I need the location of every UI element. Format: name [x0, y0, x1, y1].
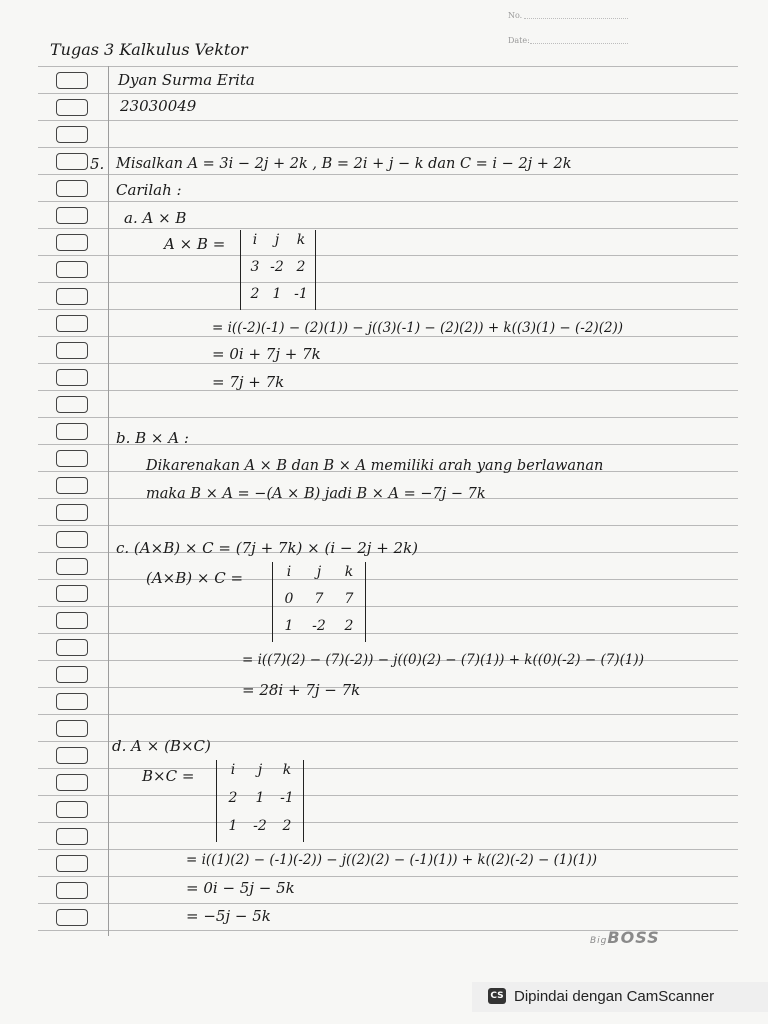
det-c-cell: i [286, 564, 292, 580]
part-c-step-1: = i((7)(2) − (7)(-2)) − j((0)(2) − (7)(1)) + k((0)(-2) − (7)(1)) [242, 652, 644, 668]
det-d-cell: 2 [282, 818, 292, 834]
part-c-label: c. (A×B) × C = (7j + 7k) × (i − 2j + 2k) [116, 539, 419, 557]
camscanner-logo-icon: CS [488, 988, 506, 1004]
problem-number: 5. [90, 155, 105, 173]
det-c-cell: k [344, 564, 354, 580]
no-label: No. [508, 11, 523, 20]
det-d-cell: -1 [280, 790, 294, 806]
det-c-cell: 1 [284, 618, 294, 634]
part-d-step-2: = 0i − 5j − 5k [186, 879, 295, 897]
part-b-label: b. B × A : [116, 429, 189, 447]
det-c-cell: j [316, 564, 322, 580]
part-c-step-2: = 28i + 7j − 7k [242, 681, 361, 699]
det-d-cell: 2 [228, 790, 238, 806]
det-c-cell: 0 [284, 591, 294, 607]
det-a-cell: k [296, 232, 306, 248]
part-a-step-2: = 0i + 7j + 7k [212, 345, 321, 363]
det-a-cell: 2 [296, 259, 306, 275]
part-c-lhs: (A×B) × C = [146, 569, 244, 587]
part-a-step-3: = 7j + 7k [212, 373, 285, 391]
margin-line [108, 66, 109, 936]
part-b-line-2: maka B × A = −(A × B) jadi B × A = −7j − 7k [146, 486, 486, 502]
det-d-cell: i [230, 762, 236, 778]
part-d-step-1: = i((1)(2) − (-1)(-2)) − j((2)(2) − (-1)(1)) + k((2)(-2) − (1)(1)) [186, 852, 598, 868]
det-d-cell: 1 [228, 818, 238, 834]
det-c-cell: 7 [344, 591, 354, 607]
det-a-cell: -1 [294, 286, 308, 302]
det-a-cell: i [252, 232, 258, 248]
student-id: 23030049 [120, 97, 197, 115]
det-a-cell: 3 [250, 259, 260, 275]
notebook-brand-logo: BigBOSS [590, 928, 660, 947]
student-name: Dyan Surma Erita [118, 71, 255, 89]
det-d-cell: j [257, 762, 263, 778]
part-d-determinant [216, 760, 304, 842]
part-a-label: a. A × B [124, 209, 187, 227]
det-d-cell: 1 [255, 790, 265, 806]
page-title: Tugas 3 Kalkulus Vektor [50, 40, 248, 59]
date-label: Date: [508, 36, 530, 45]
det-c-cell: -2 [312, 618, 326, 634]
det-a-cell: -2 [270, 259, 284, 275]
det-a-cell: 1 [272, 286, 282, 302]
part-a-determinant [240, 230, 316, 310]
det-c-cell: 7 [314, 591, 324, 607]
part-d-step-3: = −5j − 5k [186, 907, 271, 925]
det-c-cell: 2 [344, 618, 354, 634]
part-d-label: d. A × (B×C) [112, 737, 211, 755]
part-b-line-1: Dikarenakan A × B dan B × A memiliki arah yang berlawanan [146, 458, 604, 474]
problem-statement: Misalkan A = 3i − 2j + 2k , B = 2i + j − k dan C = i − 2j + 2k [116, 156, 572, 172]
det-d-cell: k [282, 762, 292, 778]
problem-prompt: Carilah : [116, 181, 182, 199]
det-d-cell: -2 [253, 818, 267, 834]
part-a-lhs: A × B = [164, 235, 226, 253]
det-a-cell: 2 [250, 286, 260, 302]
part-c-determinant [272, 562, 366, 642]
part-a-step-1: = i((-2)(-1) − (2)(1)) − j((3)(-1) − (2)(2)) + k((3)(1) − (-2)(2)) [212, 320, 624, 336]
det-a-cell: j [274, 232, 280, 248]
part-d-lhs: B×C = [142, 767, 195, 785]
scanner-text: Dipindai dengan CamScanner [514, 988, 715, 1005]
